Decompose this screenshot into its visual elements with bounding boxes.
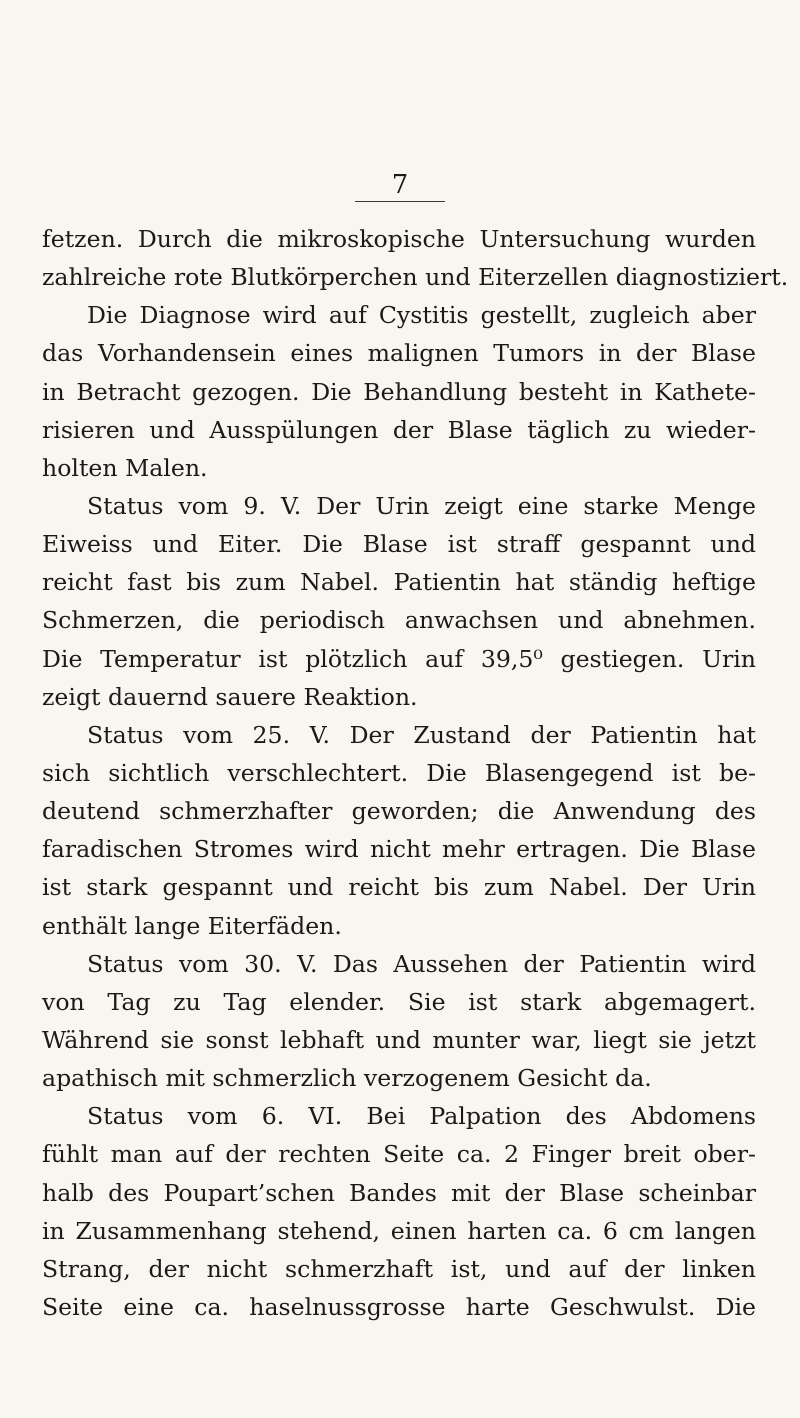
text-line: Die Temperatur ist plötzlich auf 39,5⁰ gestiegen. Urin xyxy=(42,644,756,673)
text-line: von Tag zu Tag elender. Sie ist stark abgemagert. xyxy=(42,987,756,1016)
text-line: das Vorhandensein eines malignen Tumors in der Blase xyxy=(42,339,756,368)
text-line: Die Diagnose wird auf Cystitis gestellt, zugleich aber xyxy=(87,301,756,330)
text-line: apathisch mit schmerzlich verzogenem Gesicht da. xyxy=(42,1064,652,1093)
text-line: zeigt dauernd sauere Reaktion. xyxy=(42,682,418,711)
text-line: Eiweiss und Eiter. Die Blase ist straff gespannt und xyxy=(42,530,756,559)
text-line: Schmerzen, die periodisch anwachsen und abnehmen. xyxy=(42,606,756,635)
text-line: Seite eine ca. haselnussgrosse harte Geschwulst. Die xyxy=(42,1292,756,1321)
text-line: in Betracht gezogen. Die Behandlung besteht in Kathete- xyxy=(42,377,756,406)
text-line: in Zusammenhang stehend, einen harten ca. 6 cm langen xyxy=(42,1216,756,1245)
text-line: sich sichtlich verschlechtert. Die Blasengegend ist be- xyxy=(42,758,756,787)
text-line: holten Malen. xyxy=(42,453,208,482)
body-text xyxy=(42,220,789,1326)
text-line: reicht fast bis zum Nabel. Patientin hat ständig heftige xyxy=(42,568,756,597)
text-line: Status vom 25. V. Der Zustand der Patientin hat xyxy=(87,720,756,749)
text-line: halb des Poupart’schen Bandes mit der Blase scheinbar xyxy=(42,1178,756,1207)
page-number: 7 xyxy=(391,170,409,200)
text-line: fühlt man auf der rechten Seite ca. 2 Finger breit ober- xyxy=(42,1140,756,1169)
text-line: Strang, der nicht schmerzhaft ist, und auf der linken xyxy=(42,1254,756,1283)
text-line: Status vom 6. VI. Bei Palpation des Abdomens xyxy=(87,1102,756,1131)
text-line: ist stark gespannt und reicht bis zum Nabel. Der Urin xyxy=(42,873,756,902)
text-line: fetzen. Durch die mikroskopische Untersuchung wurden xyxy=(42,225,756,253)
text-line: Status vom 30. V. Das Aussehen der Patientin wird xyxy=(87,949,756,978)
text-line: risieren und Ausspülungen der Blase täglich zu wieder- xyxy=(42,415,756,444)
text-line: enthält lange Eiterfäden. xyxy=(42,911,342,940)
text-line: faradischen Stromes wird nicht mehr ertragen. Die Blase xyxy=(42,835,756,864)
page-number-rule xyxy=(355,201,445,202)
text-line: Während sie sonst lebhaft und munter war, liegt sie jetzt xyxy=(42,1025,756,1054)
text-line: zahlreiche rote Blutkörperchen und Eiterzellen diagnostiziert. xyxy=(42,263,789,292)
text-line: Status vom 9. V. Der Urin zeigt eine starke Menge xyxy=(87,491,756,520)
text-line: deutend schmerzhafter geworden; die Anwendung des xyxy=(42,797,756,826)
